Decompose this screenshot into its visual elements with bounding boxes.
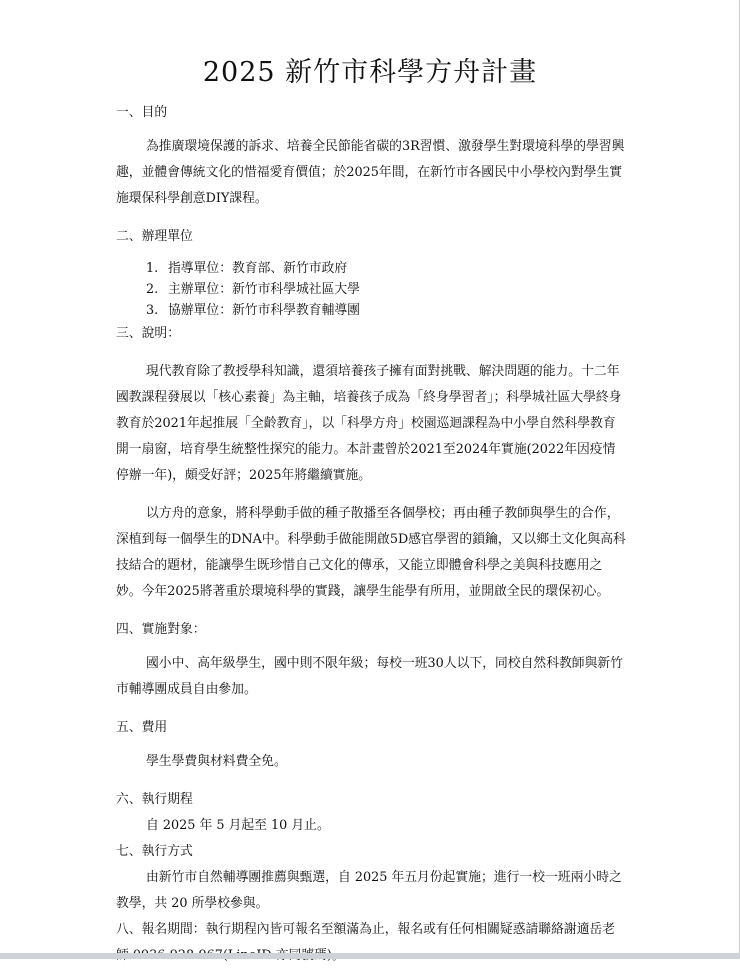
- section-6-body: 自 2025 年 5 月起至 10 月止。: [146, 818, 330, 833]
- section-3-paragraph-2: 以方舟的意象，將科學動手做的種子散播至各個學校；再由種子教師與學生的合作，深植到每一個學生的DNA中。科學動手做能開啟5D感官學習的鎖鑰，又以鄉土文化與高科技結合的題材，能讓學生既珍惜自己文化的傳承，又能立即體會科學之美與科技應用之妙。今年2025將著重於環境科學的實踐，讓學生能學有所用，並開啟全民的環保初心。: [116, 506, 626, 599]
- organizer-item: 2. 主辦單位：新竹市科學城社區大學: [146, 282, 360, 297]
- section-3-paragraph-1: 現代教育除了教授學科知識，還須培養孩子擁有面對挑戰、解決問題的能力。十二年國教課程發展以「核心素養」為主軸，培養孩子成為「終身學習者」；科學城社區大學終身教育於2021年起推展「全齡教育」，以「科學方舟」校園巡迴課程為中小學自然科學教育開一扇窗，培育學生統整性探究的能力。本計畫曾於2021至2024年實施(2022年因疫情停辦一年)，頗受好評；2025年將繼續實施。: [116, 364, 622, 483]
- organizer-item: 1. 指導單位：教育部、新竹市政府: [146, 261, 348, 276]
- section-1-body: 為推廣環境保護的訴求、培養全民節能省碳的3R習慣、激發學生對環境科學的學習興趣，並體會傳統文化的惜福愛育價值；於2025年間，在新竹市各國民中小學校內對學生實施環保科學創意DIY課程。: [116, 139, 625, 206]
- page-bottom-edge: [0, 953, 740, 959]
- organizer-item: 3. 協辦單位：新竹市科學教育輔導團: [146, 303, 360, 318]
- section-5-body: 學生學費與材料費全免。: [146, 754, 287, 769]
- document-title: 2025 新竹市科學方舟計畫: [202, 57, 538, 88]
- document-body: [116, 100, 626, 969]
- section-8-registration: 八、報名期間：執行期程內皆可報名至額滿為止，報名或有任何相關疑惑請聯絡謝適岳老: [116, 922, 616, 937]
- section-6-heading: 六、執行期程: [116, 792, 193, 807]
- section-7-heading: 七、執行方式: [116, 844, 193, 859]
- organizer-list: [116, 258, 626, 321]
- section-5-heading: 五、費用: [116, 720, 168, 735]
- section-2-heading: 二、辦理單位: [116, 229, 193, 244]
- section-4-body: 國小中、高年級學生，國中則不限年級；每校一班30人以下，同校自然科教師與新竹市輔導團成員自由參加。: [116, 656, 623, 697]
- section-4-heading: 四、實施對象：: [116, 622, 206, 637]
- section-3-heading: 三、說明：: [116, 326, 180, 341]
- section-1-heading: 一、目的: [116, 105, 168, 120]
- section-7-body: 由新竹市自然輔導團推薦與甄選，自 2025 年五月份起實施；進行一校一班兩小時之教學，共 20 所學校參與。: [116, 870, 622, 911]
